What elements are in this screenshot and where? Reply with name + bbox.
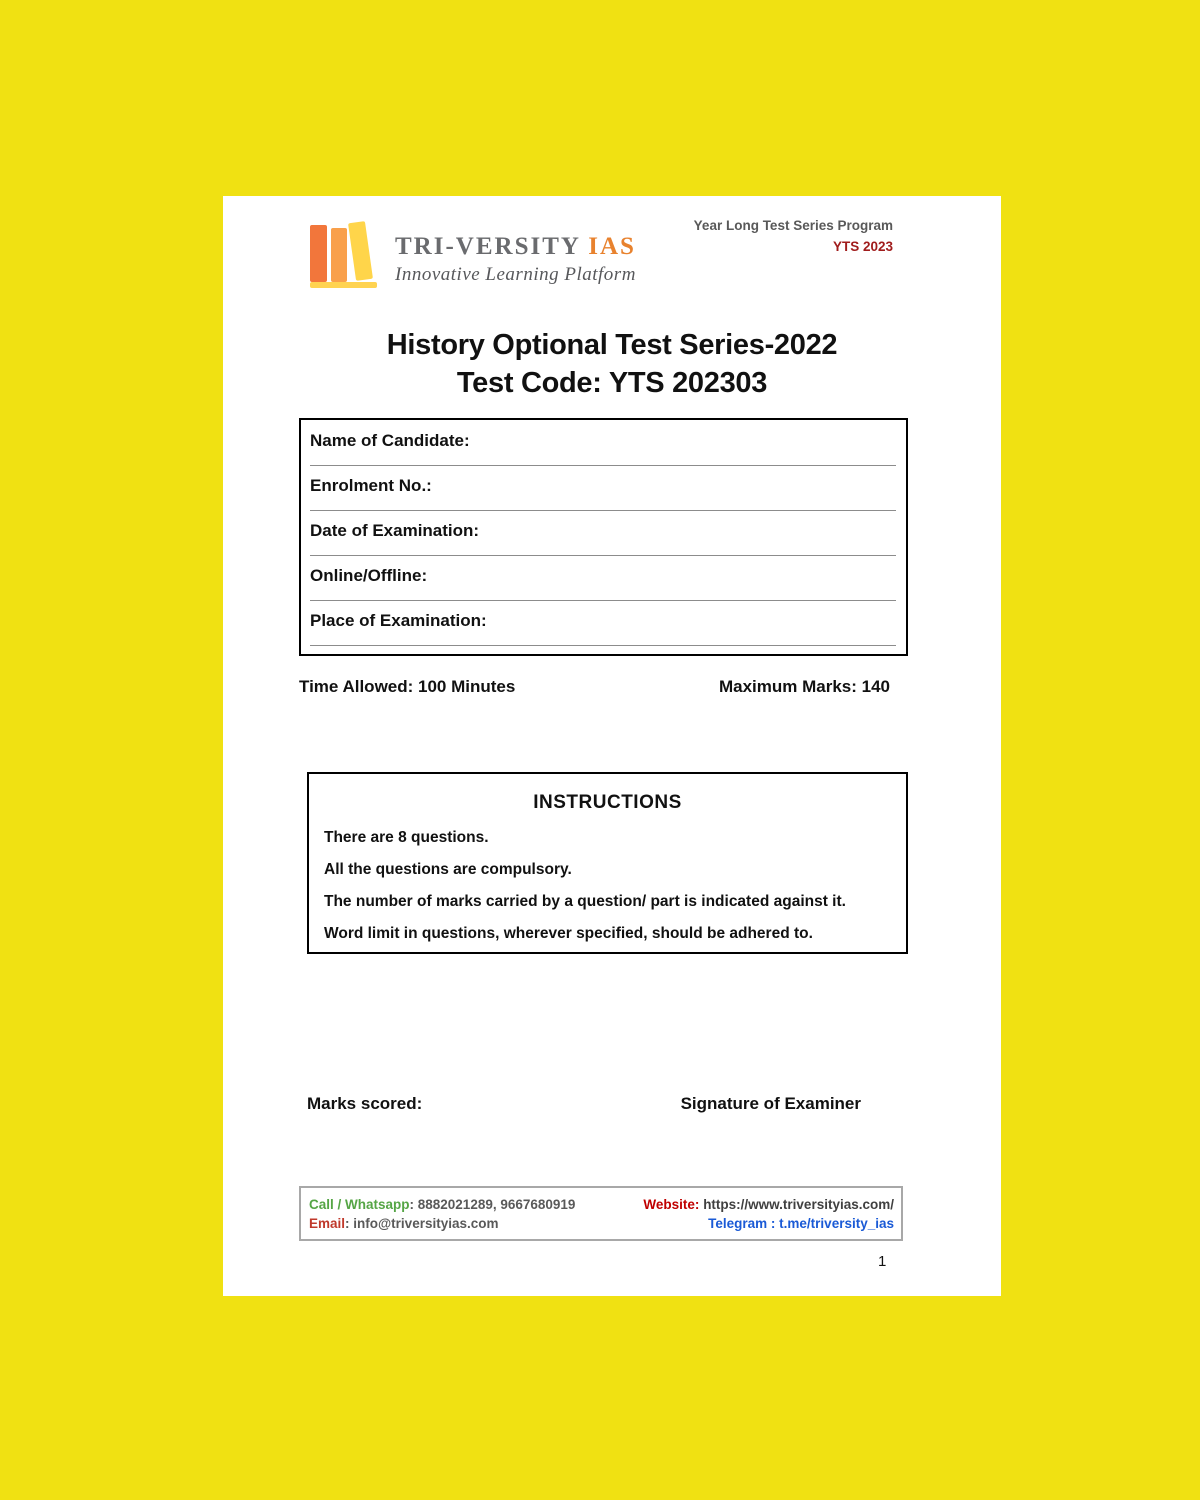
call-whatsapp-label: Call / Whatsapp (309, 1197, 410, 1212)
online-offline-field (310, 556, 896, 601)
brand-name-orange: IAS (588, 233, 636, 260)
maximum-marks: Maximum Marks: 140 (718, 677, 890, 696)
candidate-details-box (299, 418, 908, 656)
exam-place-field-label: Place of Examination: (310, 611, 487, 630)
website-line (643, 1195, 894, 1214)
footer-contact-left (309, 1195, 575, 1239)
contact-footer-box (299, 1186, 903, 1241)
exam-meta-row (299, 677, 890, 697)
batch-code: YTS 2023 (832, 239, 893, 254)
book-bar-amber (331, 228, 347, 282)
instructions-title: INSTRUCTIONS (533, 792, 682, 813)
title-line1: History Optional Test Series-2022 (386, 329, 838, 361)
title-line2: Test Code: YTS 202303 (456, 367, 768, 399)
examiner-signature-label: Signature of Examiner (680, 1094, 861, 1113)
document-page (223, 196, 1001, 1296)
exam-place-field (310, 601, 896, 646)
footer-contact-right (643, 1195, 894, 1239)
call-whatsapp-value: : 8882021289, 9667680919 (409, 1197, 576, 1212)
enrolment-field-label: Enrolment No.: (310, 476, 432, 495)
exam-date-field (310, 511, 896, 556)
instruction-item: All the questions are compulsory. (324, 861, 572, 878)
instruction-item: The number of marks carried by a question/ part is indicated against it. (324, 893, 846, 910)
books-icon (310, 222, 380, 289)
book-bar-orange (310, 225, 327, 282)
website-label: Website: (643, 1197, 700, 1212)
brand-tagline: Innovative Learning Platform (395, 264, 636, 285)
book-shelf-bar (310, 282, 377, 288)
instruction-item: Word limit in questions, wherever specified, should be adhered to. (324, 925, 813, 942)
instruction-item: There are 8 questions. (324, 829, 489, 846)
book-bar-yellow-tilted (348, 221, 373, 281)
brand-name-gray: TRI-VERSITY (395, 233, 581, 260)
online-offline-field-label: Online/Offline: (310, 566, 428, 585)
instructions-box (307, 772, 908, 954)
page-number: 1 (878, 1253, 887, 1270)
enrolment-field (310, 466, 896, 511)
email-label: Email (309, 1216, 346, 1231)
logo-text (395, 222, 636, 286)
name-field (310, 421, 896, 466)
result-row (307, 1094, 861, 1114)
name-field-label: Name of Candidate: (310, 431, 470, 450)
call-whatsapp-line (309, 1195, 575, 1214)
email-value: : info@triversityias.com (345, 1216, 499, 1231)
page-title (223, 326, 1001, 402)
marks-scored-label: Marks scored: (307, 1094, 423, 1113)
header-program-block (694, 217, 893, 255)
email-line (309, 1214, 575, 1233)
program-name: Year Long Test Series Program (693, 218, 893, 233)
telegram-link[interactable]: Telegram : t.me/triversity_ias (708, 1216, 894, 1231)
time-allowed: Time Allowed: 100 Minutes (299, 677, 516, 696)
website-value: https://www.triversityias.com/ (699, 1197, 894, 1212)
exam-date-field-label: Date of Examination: (310, 521, 480, 540)
triversity-logo (310, 222, 636, 289)
brand-name (395, 233, 636, 261)
